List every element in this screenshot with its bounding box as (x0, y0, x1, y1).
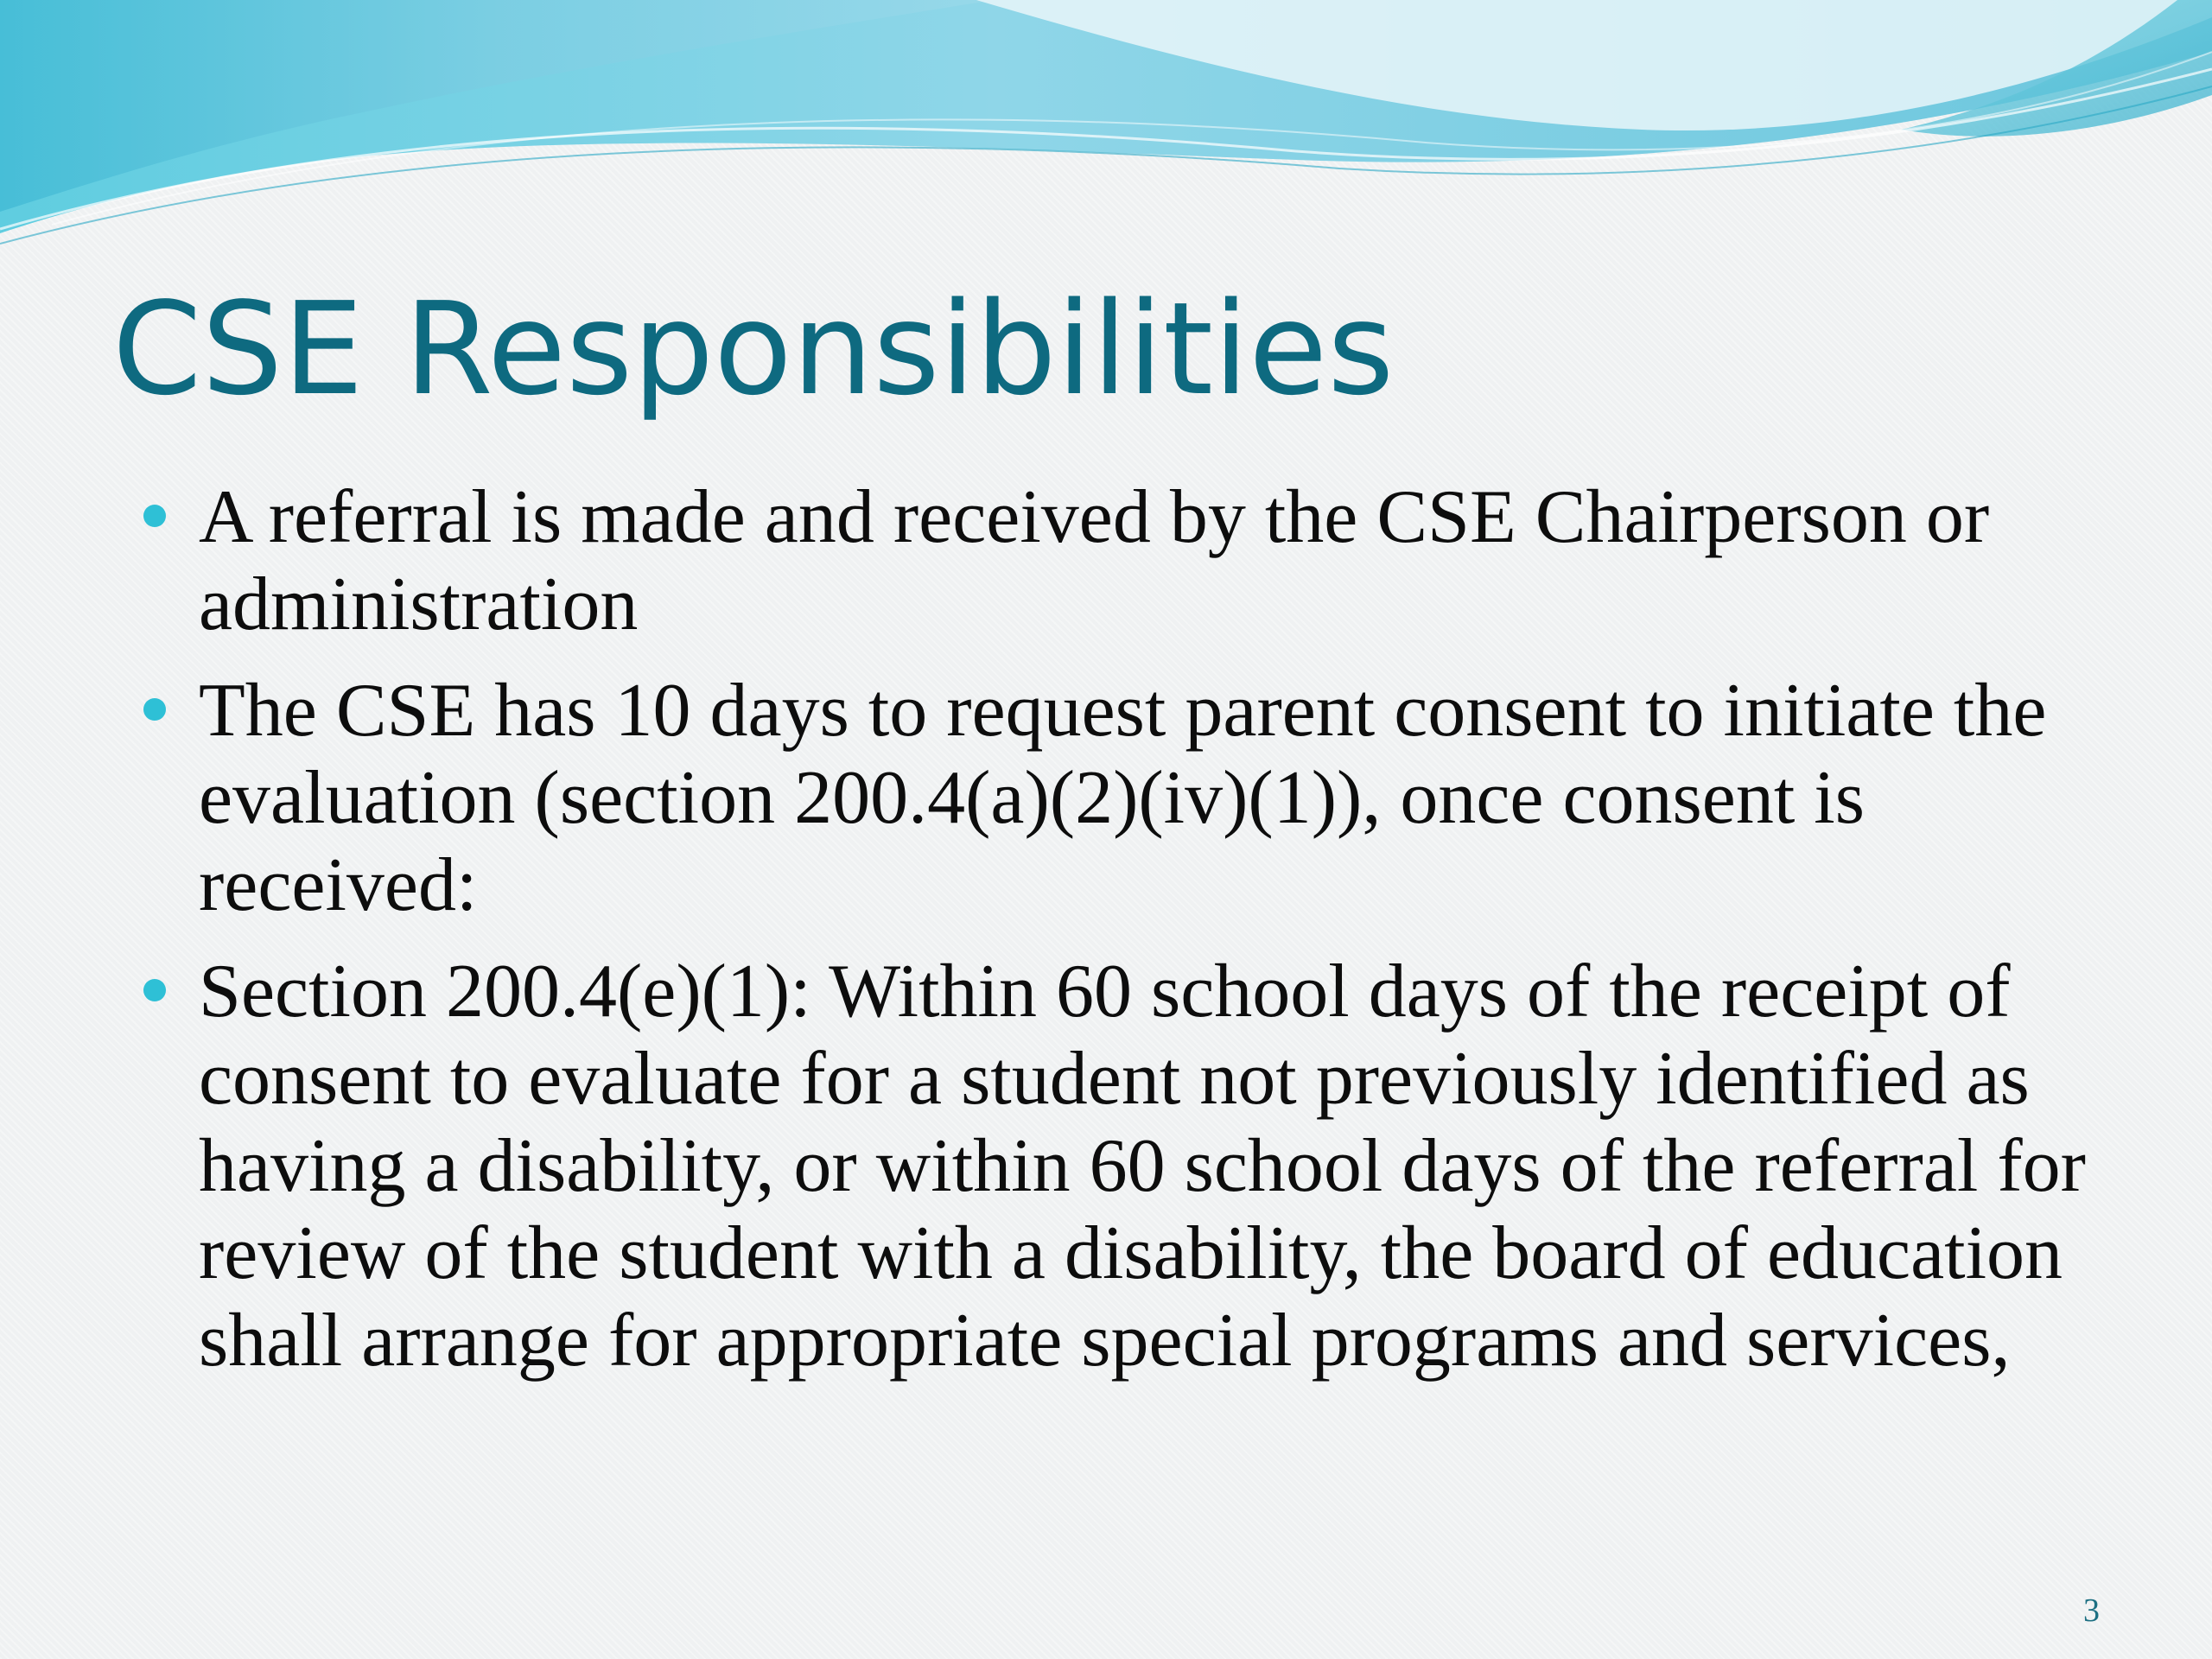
bullet-dot-icon (143, 979, 166, 1001)
slide-title: CSE Responsibilities (112, 275, 1395, 423)
bullet-dot-icon (143, 698, 166, 721)
bullet-text: The CSE has 10 days to request parent consent to initiate the evaluation (section 200.4(a)(2)(iv)(1)), once consent is received: (199, 669, 2047, 927)
bullet-item-consent (138, 667, 2126, 929)
page-number: 3 (2083, 1592, 2100, 1629)
bullet-list (138, 474, 2126, 1403)
bullet-item-section (138, 948, 2126, 1384)
bullet-item-referral (138, 474, 2126, 648)
header-wave-decoration (0, 0, 2212, 259)
bullet-text: Section 200.4(e)(1): Within 60 school days of the receipt of consent to evaluate for a student not previously identified as having a disability, or within 60 school days of the referral for review of the student with a disability, the board of education shall arrange for appropriate special programs and services, (199, 950, 2086, 1382)
bullet-dot-icon (143, 505, 166, 527)
bullet-text: A referral is made and received by the CSE Chairperson or administration (199, 475, 1990, 646)
